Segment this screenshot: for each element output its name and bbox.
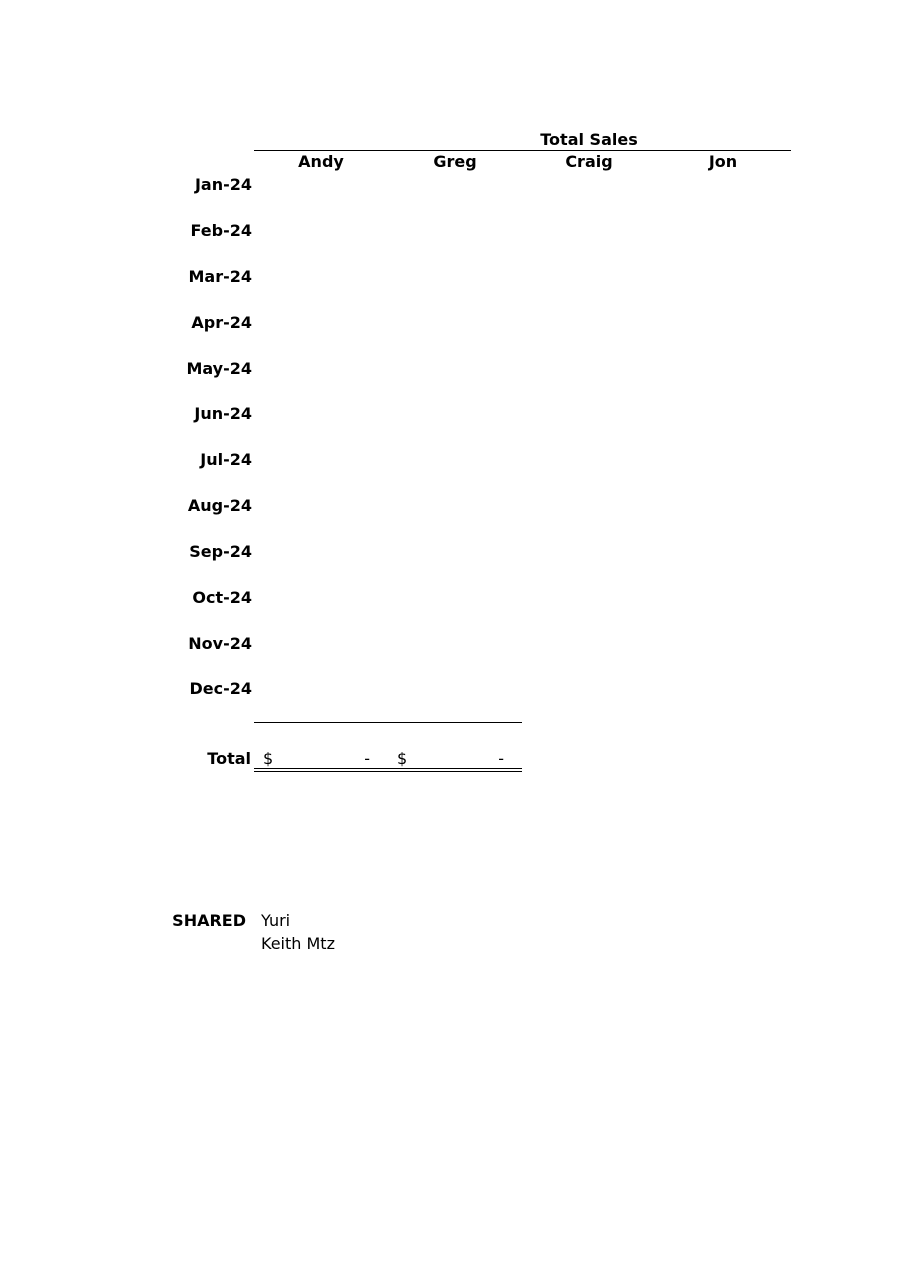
row-label-oct: Oct-24	[192, 588, 252, 607]
column-header-andy: Andy	[298, 152, 344, 171]
currency-symbol: $	[263, 749, 274, 768]
total-label: Total	[207, 749, 251, 768]
total-amount: -	[364, 749, 370, 768]
sheet-title: Total Sales	[540, 130, 638, 149]
row-label-apr: Apr-24	[191, 313, 252, 332]
total-cell-greg	[388, 749, 522, 769]
row-label-dec: Dec-24	[189, 679, 252, 698]
column-header-jon: Jon	[708, 152, 738, 171]
shared-name-keith: Keith Mtz	[261, 934, 335, 953]
total-amount: -	[498, 749, 504, 768]
row-label-feb: Feb-24	[190, 221, 252, 240]
subtotal-rule	[254, 722, 522, 723]
row-label-sep: Sep-24	[189, 542, 252, 561]
title-underline	[254, 150, 791, 151]
row-label-mar: Mar-24	[188, 267, 252, 286]
shared-name-yuri: Yuri	[261, 911, 291, 930]
row-label-aug: Aug-24	[187, 496, 252, 515]
column-header-craig: Craig	[565, 152, 613, 171]
shared-label: SHARED	[172, 911, 246, 930]
total-cell-andy	[254, 749, 388, 769]
row-label-may: May-24	[186, 359, 252, 378]
row-label-jun: Jun-24	[194, 404, 252, 423]
total-double-underline	[254, 768, 522, 772]
column-header-greg: Greg	[433, 152, 477, 171]
row-label-jan: Jan-24	[194, 175, 252, 194]
row-label-jul: Jul-24	[200, 450, 252, 469]
currency-symbol: $	[397, 749, 408, 768]
row-label-nov: Nov-24	[188, 634, 252, 653]
